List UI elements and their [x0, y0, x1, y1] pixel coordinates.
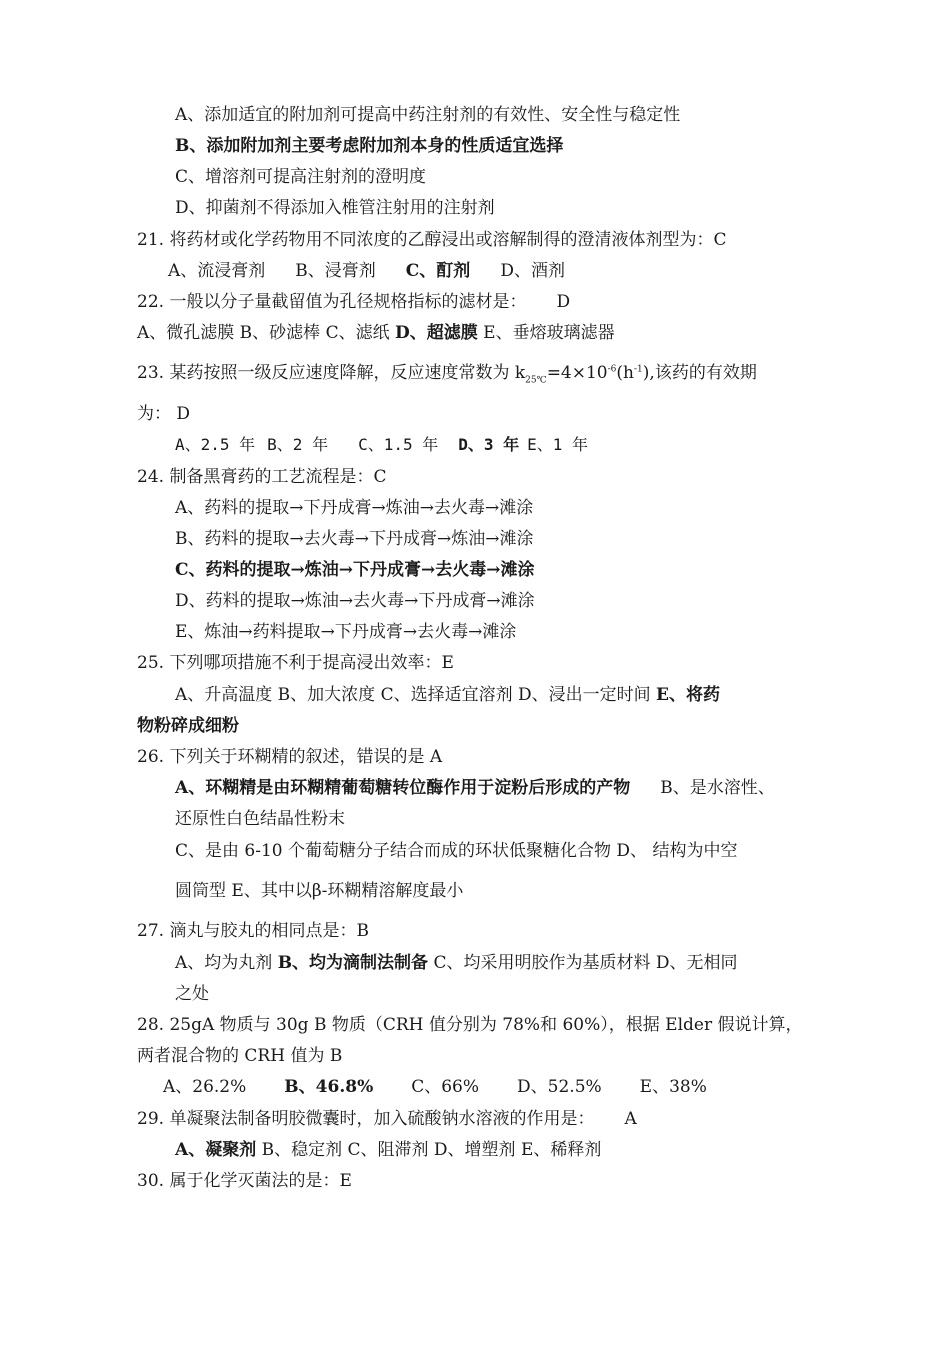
q23-option-c: C、1.5 年 — [358, 435, 439, 454]
q26-option-d-e: 圆筒型 E、其中以β-环糊精溶解度最小 — [175, 881, 464, 901]
q28-options — [163, 1076, 707, 1098]
q27-options — [175, 952, 738, 974]
q29-stem-line — [137, 1108, 637, 1130]
q21-option-b: B、浸膏剂 — [295, 261, 376, 281]
q28-option-c: C、66% — [411, 1077, 480, 1097]
q26-option-b-cont: 还原性白色结晶性粉末 — [175, 809, 345, 829]
q21-option-d: D、酒剂 — [500, 261, 565, 281]
q27-option-b-answer: B、均为滴制法制备 — [277, 953, 429, 973]
q23-stem-mid: =4×10 — [546, 363, 608, 383]
q22-options-post: E、垂熔玻璃滤器 — [477, 323, 615, 343]
q27-option-c-d: C、均采用明胶作为基质材料 D、无相同 — [428, 953, 738, 973]
q24-option-d: D、药料的提取→炼油→去火毒→下丹成膏→滩涂 — [175, 591, 535, 611]
q29-option-a-answer: A、凝聚剂 — [175, 1140, 257, 1160]
q26-line-ab — [175, 777, 775, 799]
q22-stem: 22. 一般以分子量截留值为孔径规格指标的滤材是： — [137, 292, 527, 312]
q29-answer: A — [624, 1109, 637, 1129]
q23-option-d-answer: D、3 年 — [458, 435, 520, 454]
q23-stem-line1 — [137, 362, 757, 384]
q28-option-e: E、38% — [639, 1077, 707, 1097]
q28-option-a: A、26.2% — [163, 1077, 247, 1097]
q22-stem-line — [137, 291, 570, 313]
q22-options-pre: A、微孔滤膜 B、砂滤棒 C、滤纸 — [137, 323, 395, 343]
q23-stem-post: ),该药的有效期 — [642, 363, 757, 383]
q20-option-c: C、增溶剂可提高注射剂的澄明度 — [175, 167, 427, 187]
q23-stem-line2: 为： D — [137, 404, 191, 424]
q26-option-b: B、是水溶性、 — [660, 778, 775, 798]
q20-option-d: D、抑菌剂不得添加入椎管注射用的注射剂 — [175, 198, 495, 218]
q29-options — [175, 1139, 601, 1161]
q22-option-d-answer: D、超滤膜 — [395, 323, 478, 343]
q22-options — [137, 322, 615, 344]
q23-options — [175, 434, 588, 456]
q25-stem: 25. 下列哪项措施不利于提高浸出效率：E — [137, 653, 454, 673]
q27-option-d-cont: 之处 — [175, 984, 209, 1004]
q28-stem-line2: 两者混合物的 CRH 值为 B — [137, 1046, 343, 1066]
q28-stem-line1: 28. 25gA 物质与 30g B 物质（CRH 值分别为 78%和 60%），根据 Elder 假说计算， — [137, 1015, 803, 1035]
q23-subscript: 25℃ — [525, 375, 547, 386]
q25-option-e-cont: 物粉碎成细粉 — [137, 716, 239, 736]
q28-option-d: D、52.5% — [517, 1077, 602, 1097]
q20-option-b-answer: B、添加附加剂主要考虑附加剂本身的性质适宜选择 — [175, 136, 564, 156]
q24-option-a: A、药料的提取→下丹成膏→炼油→去火毒→滩涂 — [175, 498, 534, 518]
q24-stem: 24. 制备黑膏药的工艺流程是：C — [137, 467, 387, 487]
q20-option-a: A、添加适宜的附加剂可提高中药注射剂的有效性、安全性与稳定性 — [175, 105, 681, 125]
q23-stem-pre: 23. 某药按照一级反应速度降解，反应速度常数为 k — [137, 363, 526, 383]
q21-options — [168, 260, 565, 282]
q27-stem: 27. 滴丸与胶丸的相同点是：B — [137, 921, 369, 941]
q24-option-c-answer: C、药料的提取→炼油→下丹成膏→去火毒→滩涂 — [175, 560, 535, 580]
q25-options — [175, 684, 720, 706]
q26-stem: 26. 下列关于环糊精的叙述，错误的是 A — [137, 747, 443, 767]
q21-stem: 21. 将药材或化学药物用不同浓度的乙醇浸出或溶解制得的澄清液体剂型为：C — [137, 230, 727, 250]
q23-option-a: A、2.5 年 — [175, 435, 256, 454]
q23-option-e: E、1 年 — [527, 435, 589, 454]
q30-stem: 30. 属于化学灭菌法的是：E — [137, 1171, 352, 1191]
q27-option-a: A、均为丸剂 — [175, 953, 278, 973]
q26-option-c-d: C、是由 6-10 个葡萄糖分子结合而成的环状低聚糖化合物 D、 结构为中空 — [175, 841, 738, 861]
q25-option-e-answer: E、将药 — [656, 685, 720, 705]
q23-stem-mid2: (h — [616, 363, 634, 383]
q21-option-a: A、流浸膏剂 — [168, 261, 266, 281]
q24-option-e: E、炼油→药料提取→下丹成膏→去火毒→滩涂 — [175, 622, 517, 642]
q23-option-b: B、2 年 — [267, 435, 329, 454]
q29-options-rest: B、稳定剂 C、阻滞剂 D、增塑剂 E、稀释剂 — [256, 1140, 602, 1160]
q21-option-c-answer: C、酊剂 — [405, 261, 471, 281]
q23-superscript-1: -6 — [607, 364, 617, 375]
q26-option-a-answer: A、环糊精是由环糊精葡萄糖转位酶作用于淀粉后形成的产物 — [175, 778, 631, 798]
q24-option-b: B、药料的提取→去火毒→下丹成膏→炼油→滩涂 — [175, 529, 534, 549]
q23-superscript-2: -1 — [634, 364, 643, 375]
q28-option-b-answer: B、46.8% — [284, 1077, 374, 1097]
q22-answer: D — [556, 292, 571, 312]
q25-options-a-d: A、升高温度 B、加大浓度 C、选择适宜溶剂 D、浸出一定时间 — [175, 685, 657, 705]
q29-stem: 29. 单凝聚法制备明胶微囊时，加入硫酸钠水溶液的作用是： — [137, 1109, 595, 1129]
